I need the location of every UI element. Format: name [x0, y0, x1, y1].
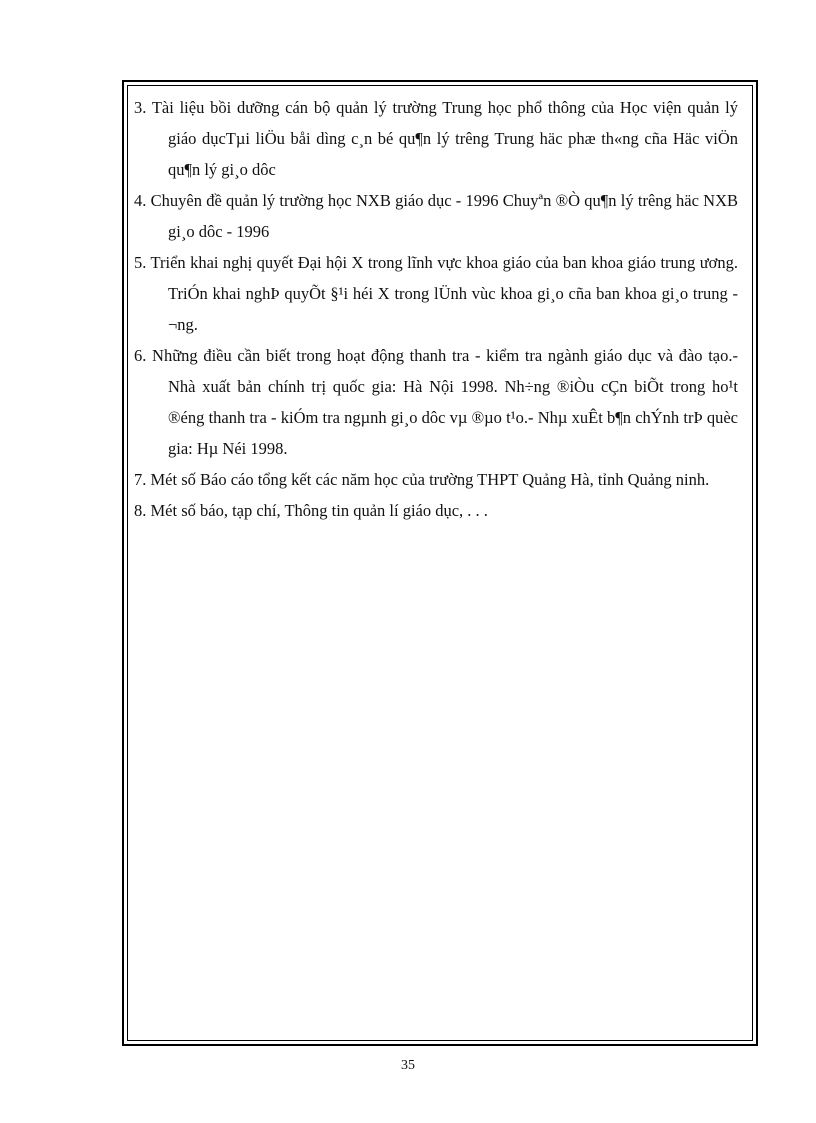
reference-list: [134, 92, 738, 526]
reference-item-3: 3. Tài liệu bồi dưỡng cán bộ quản lý trường Trung học phổ thông của Học viện quản lý giáo dụcTµi liÖu båi dìng c¸n bé qu¶n lý trêng Trung häc phæ th«ng cña Häc viÖn qu¶n lý gi¸o dôc: [134, 98, 738, 179]
reference-item-7: 7. Mét số Báo cáo tổng kết các năm học của trường THPT Quảng Hà, tỉnh Quảng ninh.: [134, 470, 710, 489]
page-number: 35: [401, 1058, 415, 1073]
reference-item-8: 8. Mét số báo, tạp chí, Thông tin quản lí giáo dục, . . .: [134, 501, 488, 520]
reference-item-6: 6. Những điều cần biết trong hoạt động thanh tra - kiểm tra ngành giáo dục và đào tạo.- Nhà xuất bản chính trị quốc gia: Hà Nội 1998. Nh÷ng ®iÒu cÇn biÕt trong ho¹t ®éng thanh tra - kiÓm tra ngµnh gi¸o dôc vµ ®µo t¹o.- Nhµ xuÊt b¶n chÝnh trÞ quèc gia: Hµ Néi 1998.: [134, 346, 738, 458]
reference-item-4: 4. Chuyên đề quản lý trường học NXB giáo dục - 1996 Chuyªn ®Ò qu¶n lý trêng häc NXB gi¸o dôc - 1996: [134, 191, 738, 241]
reference-item-5: 5. Triển khai nghị quyết Đại hội X trong lĩnh vực khoa giáo của ban khoa giáo trung ương. TriÓn khai nghÞ quyÕt §¹i héi X trong lÜnh vùc khoa gi¸o cña ban khoa gi¸o trung ¬ng.: [134, 253, 738, 334]
